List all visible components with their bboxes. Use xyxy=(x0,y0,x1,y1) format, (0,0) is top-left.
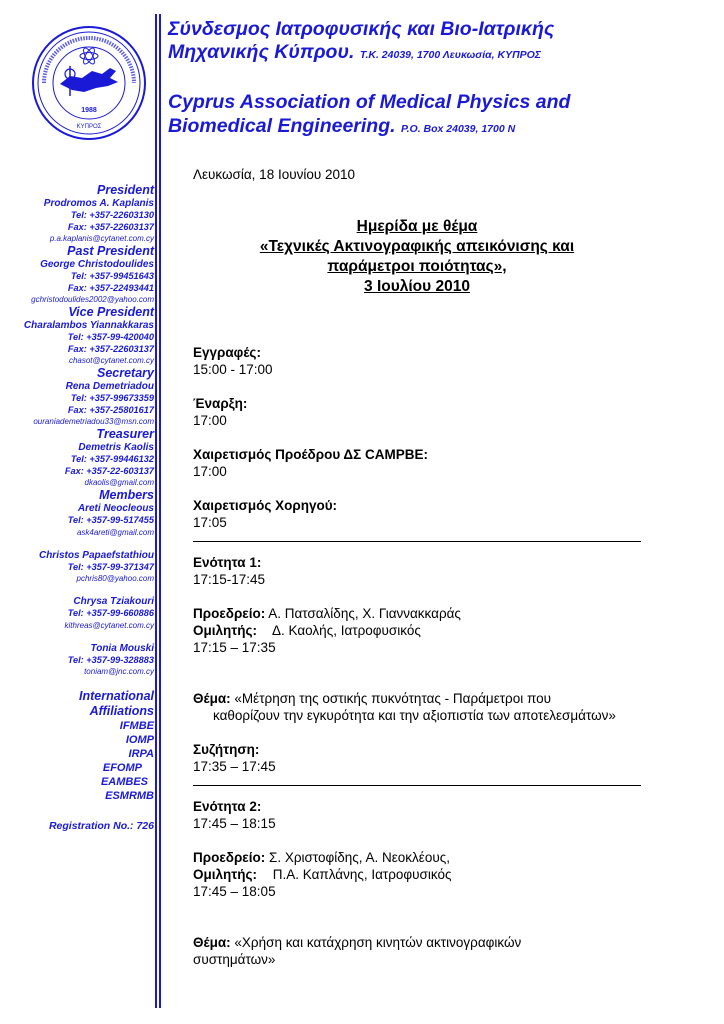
session-2-chair xyxy=(193,849,643,866)
vertical-rule-right xyxy=(159,14,161,1008)
treasurer-fax: Fax: +357-22-603137 xyxy=(64,465,154,476)
event-title-line: παράμετροι ποιότητας», xyxy=(327,258,507,275)
secretary-tel: Tel: +357-99673359 xyxy=(70,393,154,403)
vice-president-tel: Tel: +357-99-420040 xyxy=(67,332,154,342)
speaker-time: 17:45 – 18:05 xyxy=(193,884,276,899)
header-greek-address: Τ.Κ. 24039, 1700 Λευκωσία, ΚΥΠΡΟΣ xyxy=(359,49,541,61)
member-email: pchris80@yahoo.com xyxy=(76,574,154,583)
session-1-topic xyxy=(193,690,643,724)
past-president-name: George Christodoulides xyxy=(40,259,154,270)
discussion-time: 17:35 – 17:45 xyxy=(193,759,276,774)
member-tel: Tel: +357-99-660886 xyxy=(67,608,154,618)
sidebar-past-president xyxy=(0,244,154,305)
speaker-label: Ομιλητής: xyxy=(193,867,258,882)
speaker-name: Δ. Καολής, Ιατροφυσικός xyxy=(272,623,421,638)
welcome-sponsor-label: Χαιρετισμός Χορηγού: xyxy=(193,498,338,513)
letter-date: Λευκωσία, 18 Ιουνίου 2010 xyxy=(193,167,356,182)
past-president-fax: Fax: +357-22493441 xyxy=(67,282,154,293)
discussion-label: Συζήτηση: xyxy=(193,742,260,757)
event-title xyxy=(185,217,649,297)
topic-line2: καθορίζουν την εγκυρότητα και την αξιοπιστία των αποτελεσμάτων» xyxy=(213,708,616,723)
treasurer-tel: Tel: +357-99446132 xyxy=(70,454,154,464)
sidebar-president xyxy=(0,183,154,244)
sidebar-affiliations xyxy=(0,689,154,803)
treasurer-title: Treasurer xyxy=(96,427,154,441)
members-title: Members xyxy=(99,488,154,502)
member-name: Tonia Mouski xyxy=(90,642,154,654)
past-president-title: Past President xyxy=(67,244,154,258)
past-president-tel: Tel: +357-99451643 xyxy=(70,271,154,281)
past-president-email: gchristodoulides2002@yahoo.com xyxy=(31,295,154,304)
member-tel: Tel: +357-99-371347 xyxy=(67,561,154,572)
session-1-time: 17:15-17:45 xyxy=(193,572,266,587)
member-name: Christos Papaefstathiou xyxy=(38,549,154,561)
sidebar-members xyxy=(0,488,154,677)
header-english-line1: Cyprus Association of Medical Physics and xyxy=(168,91,571,113)
topic-label: Θέμα: xyxy=(193,691,231,706)
welcome-president-time: 17:00 xyxy=(193,464,227,479)
topic-line1: «Μέτρηση της οστικής πυκνότητας - Παράμετροι που xyxy=(234,691,552,706)
session-1-label: Ενότητα 1: xyxy=(193,555,262,570)
event-title-line: Ημερίδα με θέμα xyxy=(356,218,478,235)
member-email: kithreas@cytanet.com.cy xyxy=(64,620,154,630)
secretary-fax: Fax: +357-25801617 xyxy=(67,404,154,415)
chair-label: Προεδρείο: xyxy=(193,850,266,865)
welcome-sponsor-time: 17:05 xyxy=(193,515,227,530)
affiliation-item: IRPA xyxy=(128,748,154,760)
sidebar-secretary xyxy=(0,366,154,427)
president-fax: Fax: +357-22603137 xyxy=(67,221,154,232)
chair-names: Σ. Χριστοφίδης, Α. Νεοκλέους, xyxy=(268,850,450,865)
header-english-address: P.O. Box 24039, 1700 N xyxy=(400,123,516,135)
header-english-line2-wrap xyxy=(168,114,718,141)
section-divider xyxy=(193,541,641,542)
topic-line1: «Χρήση και κατάχρηση κινητών ακτινογραφικών xyxy=(234,935,522,950)
member-name: Areti Neocleous xyxy=(77,503,154,514)
treasurer-name: Demetris Kaolis xyxy=(78,442,154,453)
session-1-chair xyxy=(193,605,643,622)
affiliation-item: EAMBES xyxy=(100,776,148,788)
president-tel: Tel: +357-22603130 xyxy=(70,210,154,220)
affiliation-item: EFOMP xyxy=(102,762,142,774)
member-email: toniam@jnc.com.cy xyxy=(84,667,154,676)
session-1-discussion xyxy=(193,741,643,775)
president-name: Prodromos A. Kaplanis xyxy=(43,198,154,209)
secretary-title: Secretary xyxy=(97,366,154,380)
header-greek-line2-wrap xyxy=(168,41,718,67)
member-email: ask4areti@gmail.com xyxy=(76,527,154,537)
session-2-label: Ενότητα 2: xyxy=(193,799,262,814)
president-title: President xyxy=(97,183,154,197)
logo-country: ΚΥΠΡΟΣ xyxy=(76,124,102,130)
main-content xyxy=(193,166,643,968)
vice-president-fax: Fax: +357-22603137 xyxy=(67,343,154,354)
session-1 xyxy=(193,554,643,775)
member-entry xyxy=(0,643,154,678)
session-2-speaker xyxy=(193,866,643,883)
affiliation-item: IFMBE xyxy=(119,720,154,732)
member-tel: Tel: +357-99-328883 xyxy=(67,654,154,665)
member-name: Chrysa Tziakouri xyxy=(73,596,154,607)
opening-item xyxy=(193,395,643,429)
chair-names: Α. Πατσαλίδης, Χ. Γιαννακκαράς xyxy=(268,606,461,621)
header-greek-line1: Σύνδεσμος Ιατροφυσικής και Βιο-Ιατρικής xyxy=(168,18,555,40)
registration-label: Εγγραφές: xyxy=(193,345,261,360)
sidebar-vice-president xyxy=(0,305,154,366)
welcome-sponsor-item xyxy=(193,497,643,531)
registration-number: Registration No.: 726 xyxy=(48,820,154,832)
chair-label: Προεδρείο: xyxy=(193,606,266,621)
affiliations-title-1: International xyxy=(78,689,154,703)
treasurer-email: dkaolis@gmail.com xyxy=(84,478,154,487)
session-2-topic xyxy=(193,934,643,968)
member-entry xyxy=(0,596,154,631)
secretary-name: Rena Demetriadou xyxy=(65,381,154,392)
secretary-email: ouraniademetriadou33@msn.com xyxy=(33,417,154,426)
header-greek-line2: Μηχανικής Κύπρου. xyxy=(168,41,355,63)
affiliation-item: ESMRMB xyxy=(105,790,154,802)
event-title-line: «Τεχνικές Ακτινογραφικής απεικόνισης και xyxy=(259,238,575,255)
vertical-rule-left xyxy=(155,14,157,1008)
sidebar-board xyxy=(0,183,154,832)
topic-line2: συστημάτων» xyxy=(193,952,276,967)
welcome-president-item xyxy=(193,446,643,480)
opening-label: Έναρξη: xyxy=(193,396,248,411)
speaker-name: Π.Α. Καπλάνης, Ιατροφυσικός xyxy=(272,867,452,882)
president-email: p.a.kaplanis@cytanet.com.cy xyxy=(49,234,154,243)
member-entry xyxy=(0,550,154,585)
session-2 xyxy=(193,798,643,968)
registration-item xyxy=(193,344,643,378)
speaker-label: Ομιλητής: xyxy=(193,623,258,638)
association-seal-logo xyxy=(30,24,148,142)
member-tel: Tel: +357-99-517455 xyxy=(67,515,154,525)
vice-president-email: chasot@cytanet.com.cy xyxy=(68,356,154,365)
session-2-time: 17:45 – 18:15 xyxy=(193,816,276,831)
sidebar-treasurer xyxy=(0,427,154,488)
topic-label: Θέμα: xyxy=(193,935,231,950)
member-entry xyxy=(0,503,154,538)
vice-president-name: Charalambos Yiannakkaras xyxy=(23,320,154,331)
speaker-time: 17:15 – 17:35 xyxy=(193,640,276,655)
vice-president-title: Vice President xyxy=(68,305,154,319)
event-title-line: 3 Ιουλίου 2010 xyxy=(364,278,470,295)
welcome-president-label: Χαιρετισμός Προέδρου ΔΣ CAMPBE: xyxy=(193,447,428,462)
section-divider xyxy=(193,785,641,786)
header-english-line2: Biomedical Engineering. xyxy=(168,115,396,137)
logo-year: 1988 xyxy=(81,107,97,114)
header-greek xyxy=(168,18,718,67)
opening-time: 17:00 xyxy=(193,413,227,428)
affiliations-title-2: Affiliations xyxy=(89,704,154,718)
session-1-speaker xyxy=(193,622,643,639)
affiliation-item: IOMP xyxy=(125,734,154,746)
header-english xyxy=(168,90,718,141)
registration-time: 15:00 - 17:00 xyxy=(193,362,273,377)
